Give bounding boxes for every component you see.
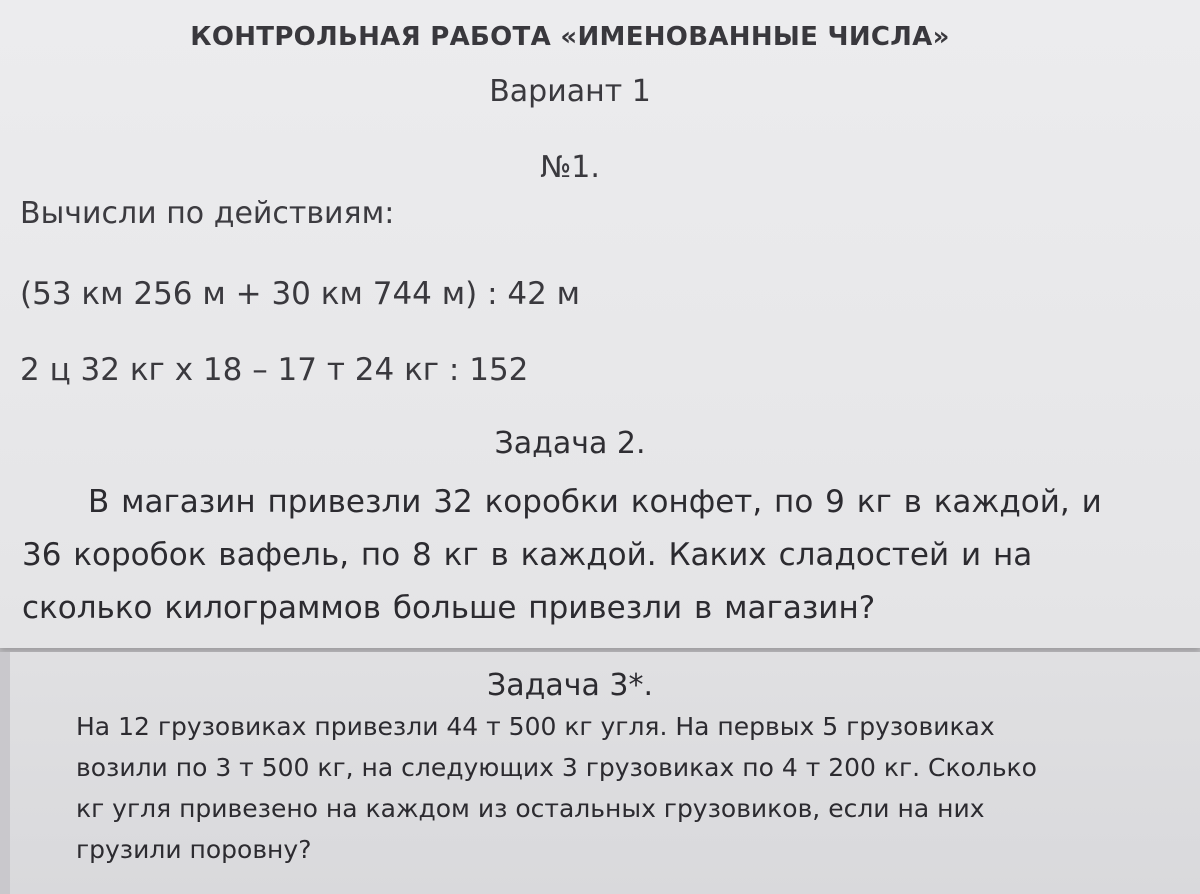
task3-text (76, 706, 1156, 870)
task1-instruction: Вычисли по действиям: (20, 196, 395, 231)
task2-heading: Задача 2. (494, 426, 646, 461)
task1-expression-1: (53 км 256 м + 30 км 744 м) : 42 м (20, 276, 581, 312)
task1-expression-2: 2 ц 32 кг х 18 – 17 т 24 кг : 152 (20, 352, 529, 388)
task3-line-4: грузили поровну? (76, 835, 312, 864)
task2-line-1: В магазин привезли 32 коробки конфет, по 9 кг в каждой, и (88, 484, 1102, 520)
task2-line-2: 36 коробок вафель, по 8 кг в каждой. Каких сладостей и на (22, 537, 1033, 573)
task1-number: №1. (540, 150, 600, 185)
task3-line-1: На 12 грузовиках привезли 44 т 500 кг угля. На первых 5 грузовиках (76, 712, 995, 741)
task2-text (22, 476, 1122, 635)
worksheet-title: КОНТРОЛЬНАЯ РАБОТА «ИМЕНОВАННЫЕ ЧИСЛА» (190, 22, 950, 52)
task2-line-3: сколько килограммов больше привезли в магазин? (22, 590, 876, 626)
variant-label: Вариант 1 (489, 74, 651, 109)
task3-line-2: возили по 3 т 500 кг, на следующих 3 грузовиках по 4 т 200 кг. Сколько (76, 753, 1037, 782)
task3-line-3: кг угля привезено на каждом из остальных грузовиков, если на них (76, 794, 985, 823)
task3-heading: Задача 3*. (486, 668, 653, 703)
